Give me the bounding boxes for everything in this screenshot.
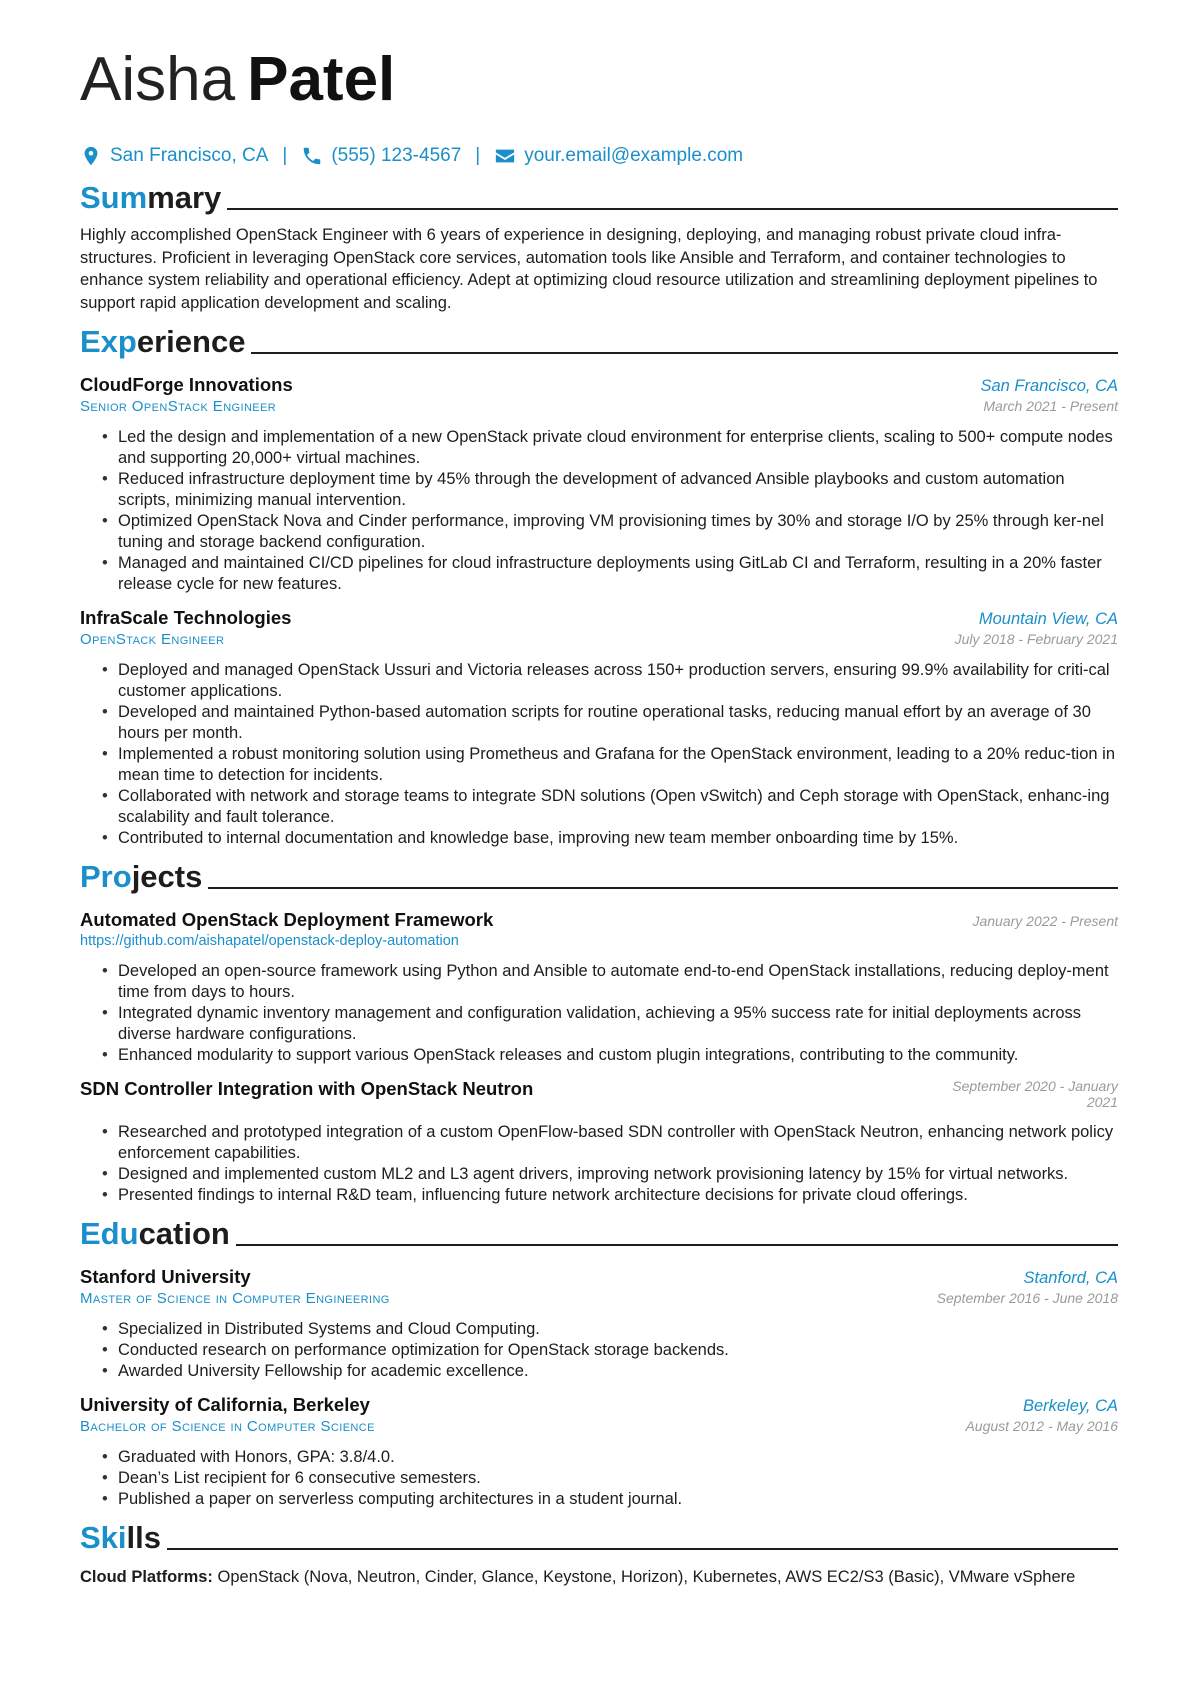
bullet-list xyxy=(80,1447,1118,1510)
school-name: University of California, Berkeley xyxy=(80,1394,370,1415)
section-rule xyxy=(167,1548,1118,1550)
section-title: Experience xyxy=(80,324,246,359)
entry-location: Stanford, CA xyxy=(1023,1269,1118,1287)
degree-title: Bachelor of Science in Computer Science xyxy=(80,1418,375,1435)
section-rule xyxy=(227,208,1118,210)
candidate-name xyxy=(80,40,1118,120)
contact-line xyxy=(80,142,1118,170)
project-link[interactable]: https://github.com/aishapatel/openstack-deploy-automation xyxy=(80,933,459,949)
list-item: • Graduated with Honors, GPA: 3.8/4.0. xyxy=(118,1447,1118,1468)
education-entry xyxy=(80,1266,1118,1382)
resume-page xyxy=(80,40,1118,1588)
location-text: San Francisco, CA xyxy=(110,145,269,166)
section-rule xyxy=(251,352,1118,354)
project-title: Automated OpenStack Deployment Framework xyxy=(80,909,494,930)
contact-separator: | xyxy=(282,145,288,166)
entry-dates: January 2022 - Present xyxy=(972,913,1118,929)
bullet-list xyxy=(80,1122,1118,1206)
list-item: • Integrated dynamic inventory management and configuration validation, achieving a 95% success rate for initial deployments across diverse hardware configurations. xyxy=(118,1003,1118,1045)
education-entry xyxy=(80,1394,1118,1510)
entry-location: Mountain View, CA xyxy=(978,610,1118,628)
entry-location: Berkeley, CA xyxy=(1022,1397,1118,1415)
phone-icon xyxy=(301,145,323,167)
bullet-list xyxy=(80,1319,1118,1382)
section-title: Summary xyxy=(80,180,222,215)
list-item: • Published a paper on serverless computing architectures in a student journal. xyxy=(118,1489,1118,1510)
section-rule xyxy=(208,887,1118,889)
company-name: InfraScale Technologies xyxy=(80,607,292,628)
map-pin-icon xyxy=(80,145,102,167)
school-name: Stanford University xyxy=(80,1266,251,1287)
entry-dates: September 2016 - June 2018 xyxy=(936,1290,1118,1306)
list-item: • Dean’s List recipient for 6 consecutive semesters. xyxy=(118,1468,1118,1489)
project-title: SDN Controller Integration with OpenStack Neutron xyxy=(80,1078,534,1099)
contact-separator: | xyxy=(475,145,481,166)
section-header-projects xyxy=(80,857,1118,897)
list-item: • Reduced infrastructure deployment time by 45% through the development of advanced Ansible playbooks and custom automation scripts, minimizing manual intervention. xyxy=(118,469,1118,511)
list-item: • Conducted research on performance optimization for OpenStack storage backends. xyxy=(118,1340,1118,1361)
company-name: CloudForge Innovations xyxy=(80,374,293,395)
last-name: Patel xyxy=(247,45,396,114)
list-item: • Collaborated with network and storage teams to integrate SDN solutions (Open vSwitch) and Ceph storage with OpenStack, enhanc-ing scalability and fault tolerance. xyxy=(118,786,1118,828)
summary-text: Highly accomplished OpenStack Engineer with 6 years of experience in designing, deploying, and managing robust private cloud infra-structures. Proficient in leveraging OpenStack core services, automation tools like Ansible and Terraform, and container technologies to enhance system reliability and operational efficiency. Adept at optimizing cloud resource utilization and streamlining deployment pipelines to support rapid application development and scaling. xyxy=(80,226,1098,312)
section-header-skills xyxy=(80,1518,1118,1558)
list-item: • Optimized OpenStack Nova and Cinder performance, improving VM provisioning times by 30% and storage I/O by 25% through ker-nel tuning and storage backend configuration. xyxy=(118,511,1118,553)
list-item: • Presented findings to internal R&D team, influencing future network architecture decisions for private cloud offerings. xyxy=(118,1185,1118,1206)
entry-dates: September 2020 - January 2021 xyxy=(952,1078,1118,1110)
section-header-summary xyxy=(80,178,1118,218)
list-item: • Enhanced modularity to support various OpenStack releases and custom plugin integrations, contributing to the community. xyxy=(118,1045,1118,1066)
entry-dates: March 2021 - Present xyxy=(983,398,1118,414)
section-title: Education xyxy=(80,1216,230,1251)
entry-dates: July 2018 - February 2021 xyxy=(954,631,1118,647)
email-link[interactable]: your.email@example.com xyxy=(524,145,744,166)
list-item: • Specialized in Distributed Systems and Cloud Computing. xyxy=(118,1319,1118,1340)
list-item: • Deployed and managed OpenStack Ussuri and Victoria releases across 150+ production servers, ensuring 99.9% availability for criti-cal customer applications. xyxy=(118,660,1118,702)
bullet-list xyxy=(80,961,1118,1066)
bullet-list xyxy=(80,427,1118,595)
job-title: Senior OpenStack Engineer xyxy=(80,398,277,415)
list-item: • Contributed to internal documentation and knowledge base, improving new team member onboarding time by 15%. xyxy=(118,828,1118,849)
section-rule xyxy=(236,1244,1118,1246)
list-item: • Implemented a robust monitoring solution using Prometheus and Grafana for the OpenStack environment, leading to a 20% reduc-tion in mean time to detection for incidents. xyxy=(118,744,1118,786)
section-title: Skills xyxy=(80,1520,161,1555)
bullet-list xyxy=(80,660,1118,849)
phone-link[interactable]: (555) 123-4567 xyxy=(331,145,462,166)
list-item: • Managed and maintained CI/CD pipelines for cloud infrastructure deployments using GitLab CI and Terraform, resulting in a 20% faster release cycle for new features. xyxy=(118,553,1118,595)
list-item: • Developed an open-source framework using Python and Ansible to automate end-to-end OpenStack installations, reducing deploy-ment time from days to hours. xyxy=(118,961,1118,1003)
list-item: • Designed and implemented custom ML2 and L3 agent drivers, improving network provisioning latency by 15% for virtual networks. xyxy=(118,1164,1118,1185)
section-title: Projects xyxy=(80,859,203,894)
entry-dates: August 2012 - May 2016 xyxy=(965,1418,1118,1434)
experience-entry xyxy=(80,374,1118,595)
section-header-experience xyxy=(80,322,1118,362)
skills-label: Cloud Platforms: xyxy=(80,1568,213,1586)
list-item: • Led the design and implementation of a new OpenStack private cloud environment for enterprise clients, scaling to 500+ compute nodes and supporting 20,000+ virtual machines. xyxy=(118,427,1118,469)
list-item: • Developed and maintained Python-based automation scripts for routine operational tasks, reducing manual effort by an average of 30 hours per month. xyxy=(118,702,1118,744)
degree-title: Master of Science in Computer Engineering xyxy=(80,1290,390,1307)
project-entry xyxy=(80,1078,1118,1206)
job-title: OpenStack Engineer xyxy=(80,631,225,648)
entry-location: San Francisco, CA xyxy=(980,377,1118,395)
project-entry xyxy=(80,909,1118,1066)
skills-value: OpenStack (Nova, Neutron, Cinder, Glance, Keystone, Horizon), Kubernetes, AWS EC2/S3 (Basic), VMware vSphere xyxy=(217,1568,1076,1586)
section-header-education xyxy=(80,1214,1118,1254)
list-item: • Researched and prototyped integration of a custom OpenFlow-based SDN controller with OpenStack Neutron, enhancing network policy enforcement capabilities. xyxy=(118,1122,1118,1164)
list-item: • Awarded University Fellowship for academic excellence. xyxy=(118,1361,1118,1382)
experience-entry xyxy=(80,607,1118,849)
first-name: Aisha xyxy=(80,45,236,114)
envelope-icon xyxy=(494,145,516,167)
skills-line xyxy=(80,1566,1118,1588)
